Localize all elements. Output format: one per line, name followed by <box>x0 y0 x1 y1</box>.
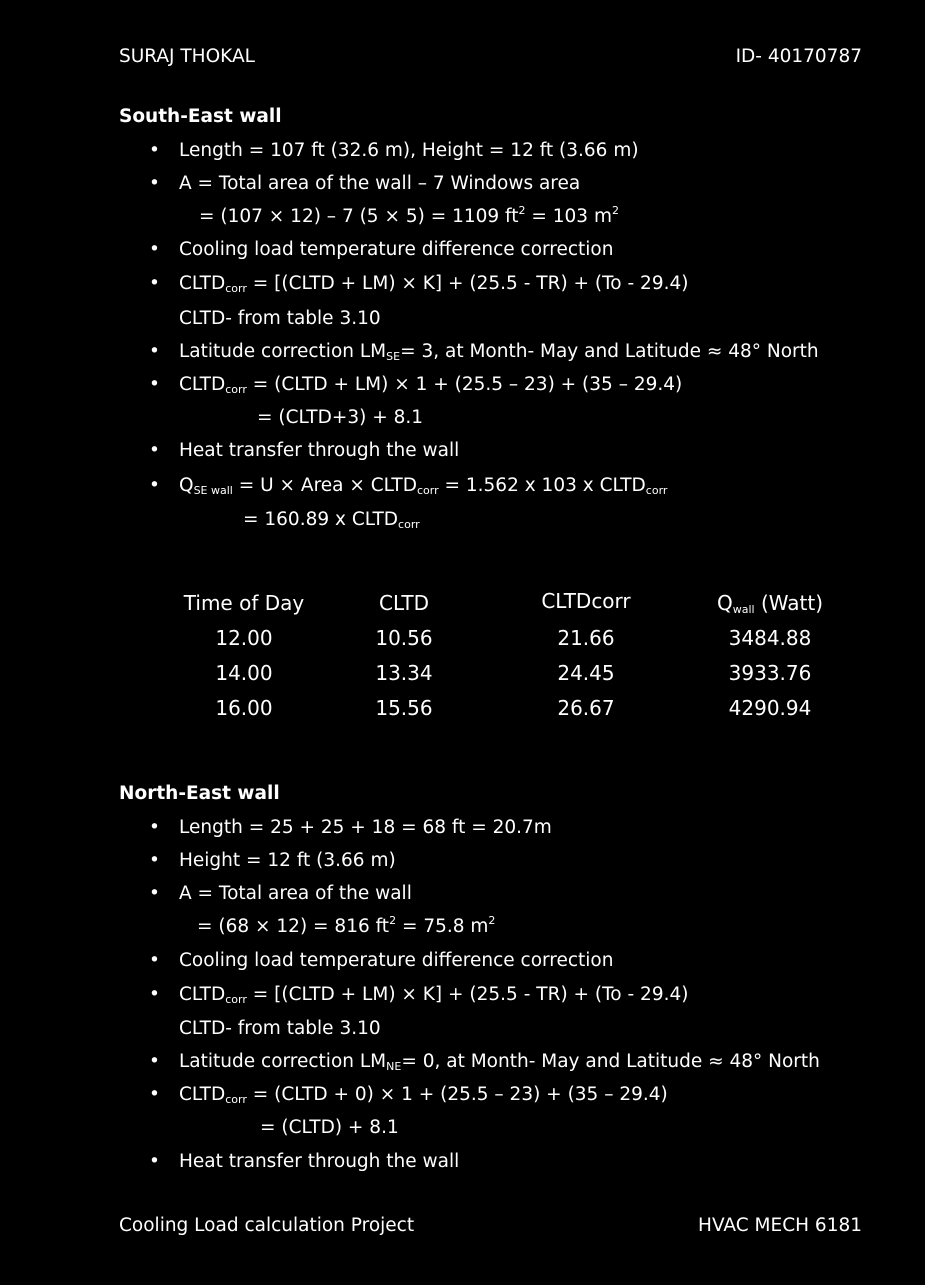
ne-cltd-calc: $CLTD_{corr}$ = (CLTD + 0) × 1 + (25.5 – 23) + (35 – 29.4) <box>179 1084 668 1106</box>
table-cell: 14.00 <box>215 661 273 685</box>
table-cell: 26.67 <box>557 696 615 720</box>
table-cell: 10.56 <box>375 626 433 650</box>
se-heat-result: = 160.89 x $CLTD_{corr}$ <box>243 509 420 531</box>
se-cltd-correction-label: Cooling load temperature difference correction <box>179 239 614 260</box>
se-area-line: A = Total area of the wall – 7 Windows area <box>179 173 581 194</box>
ne-heat-transfer-label: Heat transfer through the wall <box>179 1151 460 1172</box>
table-header-cltd: CLTD <box>379 591 429 615</box>
ne-cltd-source: CLTD- from table 3.10 <box>179 1018 381 1039</box>
se-cltd-result: = (CLTD+3) + 8.1 <box>257 407 423 428</box>
se-area-calc: = (107 × 12) – 7 (5 × 5) = 1109 $ft^2 = 103$ $m^2$ <box>199 204 619 227</box>
se-cltd-calc: $CLTD_{corr}$ = (CLTD + LM) × 1 + (25.5 – 23) + (35 – 29.4) <box>179 374 683 396</box>
student-id: ID- 40170787 <box>735 46 862 67</box>
ne-height-line: Height = 12 ft (3.66 m) <box>179 850 396 871</box>
ne-cltd-result: = (CLTD) + 8.1 <box>260 1117 399 1138</box>
table-cell: 3484.88 <box>728 626 812 650</box>
ne-latitude-correction: Latitude correction $LM_{NE}= 0$, at Month- May and Latitude ≈ 48° North <box>179 1051 820 1073</box>
table-cell: 12.00 <box>215 626 273 650</box>
table-cell: 3933.76 <box>728 661 812 685</box>
se-wall-heading: South-East wall <box>119 106 282 127</box>
se-cltd-source: CLTD- from table 3.10 <box>179 308 381 329</box>
table-header-time: Time of Day <box>183 591 305 615</box>
table-header-cltdcorr: CLTDcorr <box>541 589 631 613</box>
author-name: SURAJ THOKAL <box>119 46 255 67</box>
se-latitude-correction: Latitude correction $LM_{SE}= 3$, at Month- May and Latitude ≈ 48° North <box>179 341 819 363</box>
table-cell: 13.34 <box>375 661 433 685</box>
table-cell: 21.66 <box>557 626 615 650</box>
se-heat-transfer-label: Heat transfer through the wall <box>179 440 460 461</box>
table-cell: 24.45 <box>557 661 615 685</box>
ne-cltd-correction-label: Cooling load temperature difference correction <box>179 950 614 971</box>
ne-wall-heading: North-East wall <box>119 783 280 804</box>
course-code: HVAC MECH 6181 <box>698 1215 862 1236</box>
ne-area-calc: = (68 × 12) = 816 $ft^2 = 75.8$ $m^2$ <box>197 914 496 937</box>
ne-length-line: Length = 25 + 25 + 18 = 68 ft = 20.7m <box>179 817 552 838</box>
project-title: Cooling Load calculation Project <box>119 1215 415 1236</box>
table-cell: 16.00 <box>215 696 273 720</box>
se-length-line: Length = 107 ft (32.6 m), Height = 12 ft (3.66 m) <box>179 140 639 161</box>
ne-cltd-formula: $CLTD_{corr}$ = [(CLTD + LM) × K] + (25.5 - TR) + (To - 29.4) <box>179 984 689 1006</box>
se-heat-formula: $Q_{SE wall} = U$ × Area × $CLTD_{corr} = 1.562$ x 103 x $CLTD_{corr}$ <box>179 475 668 497</box>
ne-area-line: A = Total area of the wall <box>179 883 412 904</box>
se-cltd-formula: $CLTD_{corr}$ = [(CLTD + LM) × K] + (25.5 - TR) + (To - 29.4) <box>179 273 689 295</box>
table-cell: 15.56 <box>375 696 433 720</box>
table-header-qwall: $Q_{wall}$ (Watt) <box>716 591 823 616</box>
table-cell: 4290.94 <box>728 696 812 720</box>
